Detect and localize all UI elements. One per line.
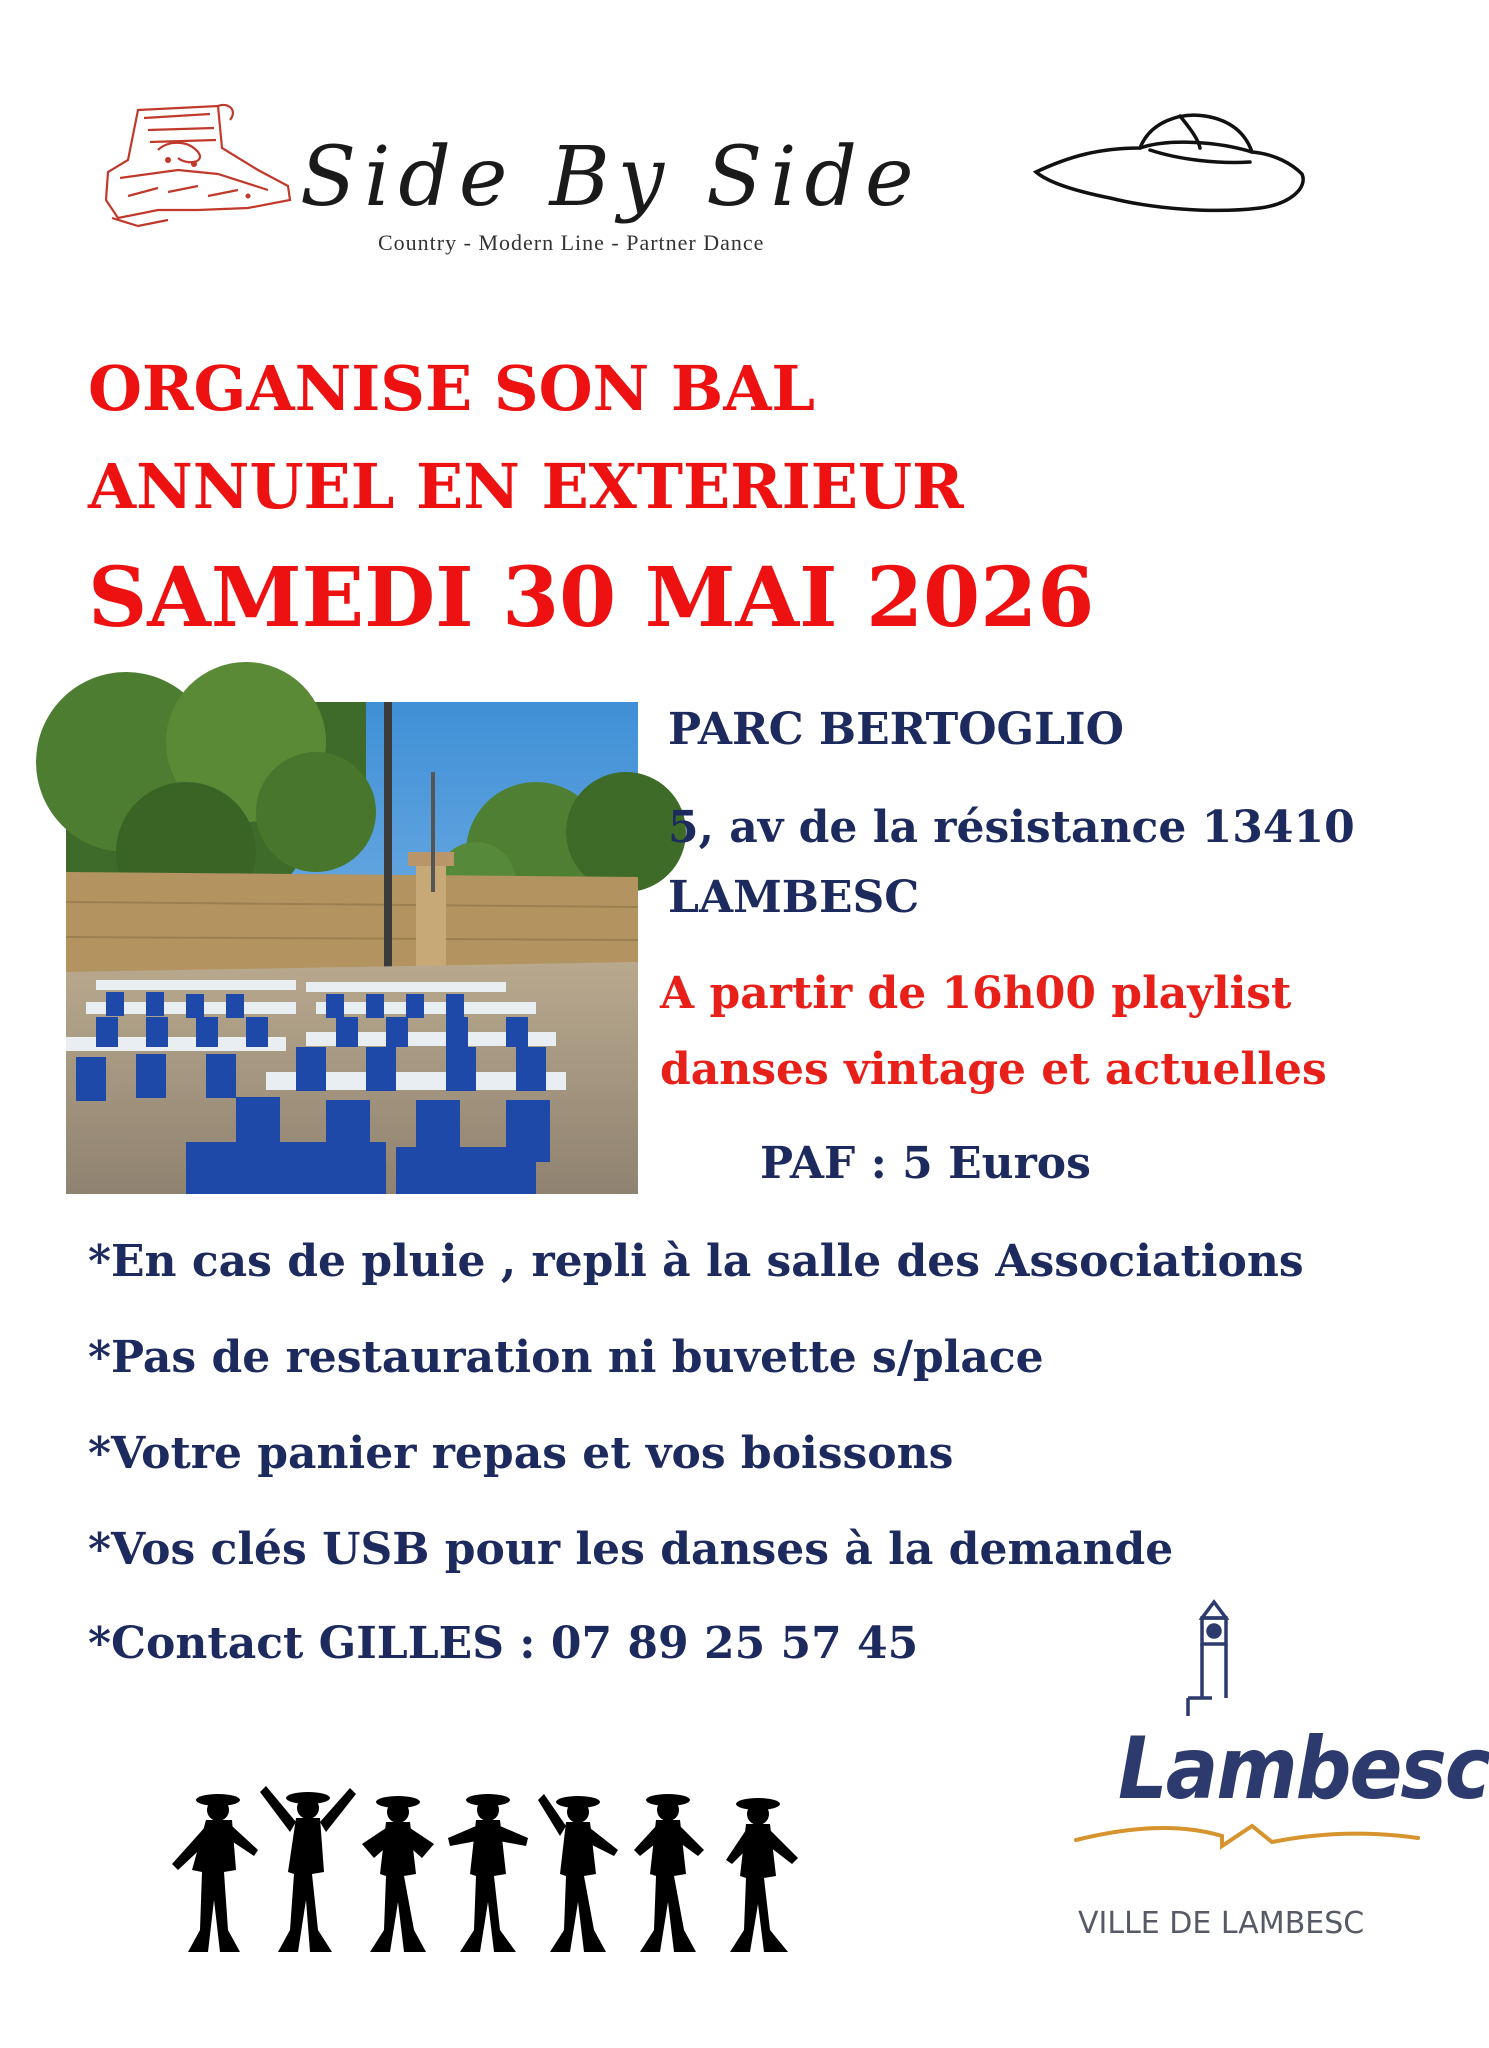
- title-line-2: ANNUEL EN EXTERIEUR: [88, 450, 964, 523]
- schedule-line-2: danses vintage et actuelles: [660, 1044, 1327, 1095]
- bullet-usb-keys: *Vos clés USB pour les danses à la demande: [88, 1524, 1174, 1575]
- schedule-line-1: A partir de 16h00 playlist: [660, 968, 1292, 1019]
- park-photo-image: [66, 702, 638, 1194]
- venue-address-line-1: 5, av de la résistance 13410: [668, 802, 1355, 853]
- bullet-bring-food: *Votre panier repas et vos boissons: [88, 1428, 954, 1479]
- line-dancers-silhouette: [148, 1780, 838, 1960]
- cowboy-hat-icon: [1030, 108, 1310, 218]
- cowboy-boot-icon: [98, 100, 298, 230]
- wave-underline: [1072, 1816, 1422, 1856]
- bullet-rain-fallback: *En cas de pluie , repli à la salle des Associations: [88, 1236, 1304, 1287]
- bullet-contact: *Contact GILLES : 07 89 25 57 45: [88, 1618, 919, 1669]
- clock-tower-icon: [1184, 1600, 1244, 1720]
- venue-name: PARC BERTOGLIO: [668, 704, 1124, 755]
- venue-address-line-2: LAMBESC: [668, 872, 920, 923]
- logo-tagline: Country - Modern Line - Partner Dance: [378, 230, 765, 255]
- entry-price: PAF : 5 Euros: [760, 1138, 1091, 1189]
- side-by-side-logo-text: Side By Side: [300, 130, 922, 225]
- town-logo-wordmark: Lambesc: [1118, 1720, 1489, 1819]
- event-date-title: SAMEDI 30 MAI 2026: [88, 550, 1095, 646]
- bullet-no-catering: *Pas de restauration ni buvette s/place: [88, 1332, 1044, 1383]
- title-line-1: ORGANISE SON BAL: [88, 352, 816, 425]
- town-caption: VILLE DE LAMBESC: [1078, 1906, 1365, 1941]
- park-photo: [66, 702, 638, 1194]
